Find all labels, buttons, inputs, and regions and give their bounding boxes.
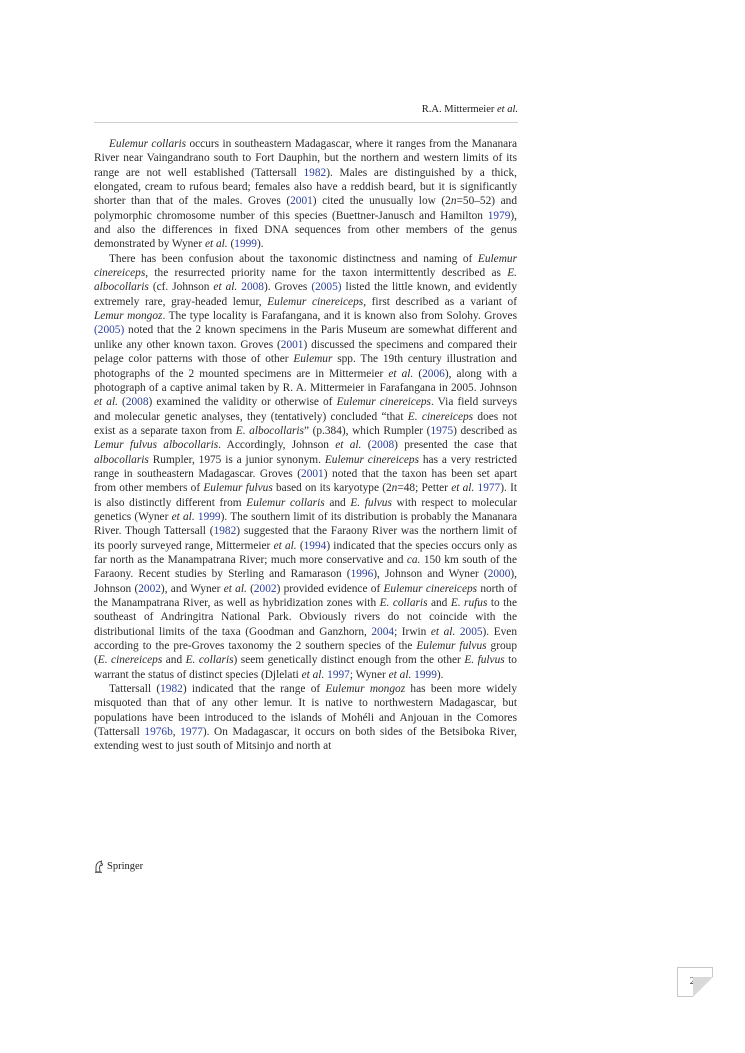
citation-link[interactable]: 2008 — [125, 396, 149, 409]
running-head — [422, 104, 518, 115]
text-run: does not exist as a separate taxon from — [94, 410, 517, 437]
publisher-footer — [94, 860, 143, 873]
italic-text: et al. — [301, 668, 325, 681]
text-run: ), Johnson and Wyner ( — [373, 568, 488, 581]
italic-text: et al. — [204, 238, 228, 251]
italic-text: E. albocollaris — [235, 424, 304, 437]
text-run: , — [172, 726, 181, 739]
text-run: listed the little known, and evidently extremely rare, gray-headed lemur, — [94, 281, 518, 308]
text-run: to warrant the status of distinct species (Djlelati — [94, 654, 517, 681]
italic-text: Eulemur collaris — [109, 138, 187, 150]
italic-text: et al. — [94, 396, 118, 409]
text-run: ) cited the unusually low (2 — [312, 195, 451, 208]
text-run: with respect to molecular genetics (Wyner — [94, 496, 517, 523]
text-run: occurs in southeastern Madagascar, where it ranges from the Mananara River near Vaingandrano south to Fort Dauphin, but the northern and western limits of its range are not well established (Tattersall — [94, 138, 517, 179]
text-run: ( — [246, 582, 254, 595]
italic-text: Eulemur cinereiceps — [383, 582, 478, 595]
text-run: ) indicated that the range of — [182, 683, 326, 696]
citation-link[interactable]: 2001 — [290, 195, 313, 208]
citation-link[interactable]: 1982 — [303, 166, 327, 179]
italic-text: Eulemur cinereiceps — [267, 295, 364, 308]
page-number-tag — [677, 967, 713, 997]
text-run: =48; Petter — [397, 482, 452, 495]
italic-text: et al. — [223, 582, 247, 595]
citation-link[interactable]: 1976b — [144, 726, 173, 739]
citation-link[interactable]: 1997 — [327, 668, 350, 681]
text-run: ( — [361, 439, 372, 452]
text-run: ) described as — [453, 424, 517, 437]
text-run: has a very restricted range in southeastern Madagascar. Groves ( — [94, 453, 518, 480]
text-run: and — [324, 496, 351, 509]
text-run: 150 km south of the Faraony. Recent studies by Sterling and Ramarason ( — [94, 553, 517, 581]
italic-text: E. collaris — [185, 654, 234, 667]
text-run: and — [427, 597, 451, 609]
running-head-etal: et al. — [497, 104, 518, 115]
citation-link[interactable]: (2005) — [94, 324, 125, 337]
text-run: Rumpler, 1975 is a junior synonym. — [148, 453, 325, 466]
italic-text: n — [450, 195, 457, 208]
text-run: ) suggested that the Faraony River was the northern limit of its poorly surveyed range, Mittermeier — [94, 525, 517, 552]
header-rule — [94, 122, 518, 123]
italic-text: E. fulvus — [350, 496, 392, 509]
text-run: ; Wyner — [349, 668, 389, 681]
text-run: ). — [436, 668, 444, 681]
text-run: north of the Manampatrana River, as well as hybridization zones with — [94, 582, 517, 609]
citation-link[interactable]: 1996 — [350, 568, 374, 581]
text-run: ; Irwin — [394, 625, 431, 638]
text-run: ), Johnson ( — [94, 568, 517, 595]
text-run: (cf. Johnson — [148, 281, 214, 294]
text-run: ) presented the case that — [394, 439, 517, 452]
italic-text: E. collaris — [379, 597, 428, 609]
citation-link[interactable]: 2008 — [241, 281, 264, 294]
italic-text: Eulemur — [293, 353, 333, 366]
text-run: ) noted that the taxon has been set apart from other members of — [94, 467, 517, 495]
citation-link[interactable]: 1979 — [487, 209, 511, 222]
text-run: ), and also the differences in fixed DNA sequences from other members of the genus demonstrated by Wyner — [94, 209, 517, 251]
text-run: ) provided evidence of — [276, 582, 384, 595]
text-run: to the southeast of Andringitra National Park. Obviously rivers do not coincide with the distributional limits of the taxa (Goodman and Ganzhorn, — [94, 597, 518, 638]
publisher-name: Springer — [107, 861, 144, 872]
text-run: ( — [117, 396, 126, 409]
text-run: ). On Madagascar, it occurs on both sides of the Betsiboka River, extending west to just south of Mitsinjo and north at — [94, 726, 518, 753]
italic-text: ca. — [406, 553, 421, 566]
italic-text: Eulemur cinereiceps — [324, 453, 420, 466]
italic-text: Lemur fulvus albocollaris — [94, 439, 219, 452]
italic-text: Eulemur cinereiceps — [336, 396, 431, 409]
text-run: . The type locality is Farafangana, and it is known also from Solohy. Groves — [162, 310, 517, 323]
italic-text: Eulemur fulvus — [416, 640, 487, 653]
text-run: . Accordingly, Johnson — [218, 439, 336, 452]
text-run: Tattersall ( — [109, 683, 161, 696]
citation-link[interactable]: 2008 — [371, 439, 395, 452]
italic-text: Eulemur collaris — [246, 496, 325, 509]
italic-text: et al. — [388, 668, 412, 681]
italic-text: Eulemur fulvus — [203, 482, 273, 495]
text-run: ). Even according to the pre-Groves taxonomy the 2 southern species of the — [94, 625, 517, 653]
body-text — [94, 137, 517, 754]
citation-link[interactable]: 2004 — [371, 625, 395, 638]
text-run: ). — [256, 238, 264, 251]
text-run: based on its karyotype (2 — [272, 482, 392, 495]
citation-link[interactable]: 2002 — [253, 582, 277, 595]
text-run: ), along with a photograph of a captive animal taken by R. A. Mittermeier in Farafangana in 2005. Johnson — [94, 367, 517, 394]
text-run: ( — [227, 238, 235, 251]
text-run: noted that the 2 known specimens in the Paris Museum are somewhat different and unlike any other known taxon. Groves ( — [94, 324, 517, 351]
italic-text: n — [391, 482, 398, 495]
italic-text: Eulemur mongoz — [325, 683, 406, 696]
italic-text: E. fulvus — [464, 654, 505, 667]
text-run: ) examined the validity or otherwise of — [148, 396, 337, 409]
text-run: ). Males are distinguished by a thick, elongated, cream to rufous beard; females also have a reddish beard, but it is significantly shorter than that of the males. Groves ( — [94, 166, 517, 208]
citation-link[interactable]: 1982 — [160, 683, 183, 696]
italic-text: Eulemur cinereiceps — [94, 252, 517, 280]
body-paragraph — [94, 252, 517, 682]
italic-text: E. rufus — [450, 597, 488, 609]
italic-text: E. cinereiceps — [407, 410, 474, 423]
citation-link[interactable]: 2001 — [280, 338, 304, 351]
italic-text: et al. — [273, 539, 297, 552]
citation-link[interactable]: 1975 — [430, 424, 454, 437]
italic-text: Lemur mongoz — [94, 310, 163, 323]
citation-link[interactable]: 2005 — [459, 625, 483, 638]
citation-link[interactable]: 1982 — [213, 525, 237, 538]
text-run: ), and Wyner — [160, 582, 224, 595]
body-paragraph — [94, 682, 517, 754]
text-run: ). Groves — [263, 281, 312, 294]
text-run: =50–52) and polymorphic chromosome number of this species (Buettner-Janusch and Hamilton — [94, 195, 517, 222]
text-run: ) seem genetically distinct enough from the other — [233, 654, 465, 667]
text-run: There has been confusion about the taxonomic distinctness and naming of — [109, 252, 478, 265]
italic-text: et al. — [213, 281, 238, 294]
italic-text: E. cinereiceps — [97, 654, 163, 667]
text-run: . Via field surveys and molecular genetic analyses, they (tentatively) concluded “that — [94, 396, 518, 423]
text-run: ( — [296, 539, 304, 552]
citation-link[interactable]: 2002 — [138, 582, 161, 595]
text-run: ). The southern limit of its distribution is probably the Mananara River. Though Tattersall ( — [94, 510, 517, 538]
italic-text: et al. — [171, 510, 195, 523]
text-run: ) indicated that the species occurs only as far north as the Manampatrana River; much more conservative and — [94, 539, 517, 566]
text-run: ) discussed the specimens and compared their pelage color patterns with those of other — [94, 338, 517, 366]
italic-text: et al. — [451, 482, 475, 495]
springer-horse-icon — [94, 860, 104, 873]
running-head-authors: R.A. Mittermeier — [421, 104, 497, 115]
text-run: spp. The 19th century illustration and photographs of the 2 mounted specimens are in Mittermeier — [94, 353, 517, 380]
page-curl-corner — [693, 977, 713, 997]
citation-link[interactable]: 1999 — [197, 510, 221, 523]
citation-link[interactable]: 1999 — [234, 238, 257, 251]
citation-link[interactable]: 1977 — [180, 726, 203, 739]
citation-link[interactable]: 2001 — [301, 467, 324, 480]
citation-link[interactable]: 1977 — [477, 482, 501, 495]
italic-text: et al. — [430, 625, 456, 638]
page-number: 29 — [689, 976, 701, 987]
text-run: , the resurrected priority name for the taxon intermittently described as — [145, 267, 508, 280]
italic-text: et al. — [388, 367, 414, 380]
text-run: group ( — [94, 640, 517, 667]
text-run: ” (p.384), which Rumpler ( — [303, 424, 431, 437]
text-run: ( — [413, 367, 423, 380]
citation-link[interactable]: (2005) — [311, 281, 342, 294]
italic-text: albocollaris — [94, 453, 149, 466]
text-run: has been more widely misquoted than that of any other lemur. It is native to northwestern Madagascar, but populations have been introduced to the islands of Mohéli and Anjouan in the Comores (Tattersall — [94, 683, 518, 739]
body-paragraph — [94, 137, 517, 252]
italic-text: E. albocollaris — [94, 267, 517, 294]
text-run: and — [162, 654, 186, 667]
citation-link[interactable]: 2000 — [487, 568, 511, 581]
text-run: , first described as a variant of — [363, 295, 517, 308]
italic-text: et al. — [335, 439, 362, 452]
text-run: ). It is also distinctly different from — [94, 482, 518, 509]
citation-link[interactable]: 2006 — [422, 367, 445, 380]
citation-link[interactable]: 1994 — [303, 539, 327, 552]
citation-link[interactable]: 1999 — [414, 668, 437, 681]
